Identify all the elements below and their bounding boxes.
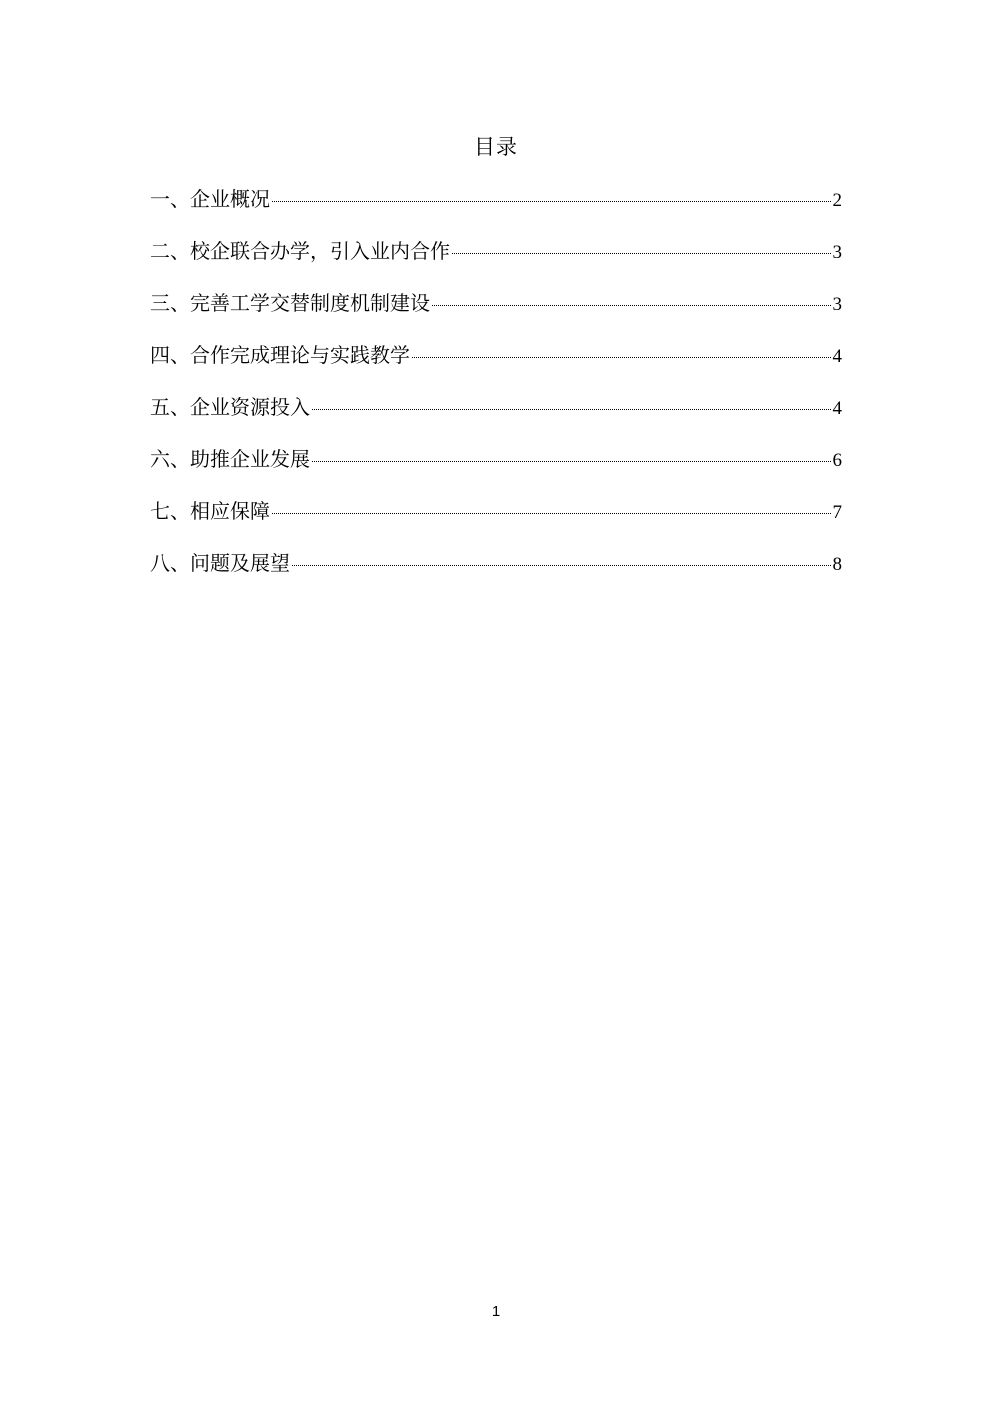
toc-leader-dots: [292, 565, 831, 566]
toc-leader-dots: [272, 513, 831, 514]
toc-entry-label: 八、问题及展望: [150, 551, 290, 575]
toc-entry-label: 四、合作完成理论与实践教学: [150, 343, 410, 367]
toc-leader-dots: [412, 357, 831, 358]
toc-entry-page: 3: [832, 242, 842, 263]
toc-leader-dots: [432, 305, 831, 306]
toc-entry[interactable]: [150, 340, 842, 392]
toc-entry-label: 二、校企联合办学，引入业内合作: [150, 239, 450, 263]
toc-entry-page: 6: [832, 450, 842, 471]
toc-entry[interactable]: [150, 496, 842, 548]
toc-entry-page: 4: [832, 346, 842, 367]
toc-entry-page: 4: [832, 398, 842, 419]
toc-entry[interactable]: [150, 184, 842, 236]
toc-leader-dots: [272, 201, 831, 202]
toc-entry[interactable]: [150, 392, 842, 444]
toc-entry[interactable]: [150, 288, 842, 340]
toc-entry-page: 7: [832, 502, 842, 523]
toc-entry-page: 2: [832, 190, 842, 211]
toc-leader-dots: [312, 461, 831, 462]
toc-entry[interactable]: [150, 548, 842, 600]
toc-entry-page: 8: [832, 554, 842, 575]
page-number: 1: [491, 1303, 501, 1320]
toc-entry-label: 七、相应保障: [150, 499, 270, 523]
toc-title: 目录: [474, 135, 518, 159]
toc-leader-dots: [312, 409, 831, 410]
toc-entry-label: 五、企业资源投入: [150, 395, 310, 419]
table-of-contents: [150, 184, 842, 600]
toc-leader-dots: [452, 253, 831, 254]
toc-entry-label: 三、完善工学交替制度机制建设: [150, 291, 430, 315]
toc-entry-label: 一、企业概况: [150, 187, 270, 211]
toc-entry-label: 六、助推企业发展: [150, 447, 310, 471]
toc-entry[interactable]: [150, 236, 842, 288]
toc-entry-page: 3: [832, 294, 842, 315]
toc-entry[interactable]: [150, 444, 842, 496]
